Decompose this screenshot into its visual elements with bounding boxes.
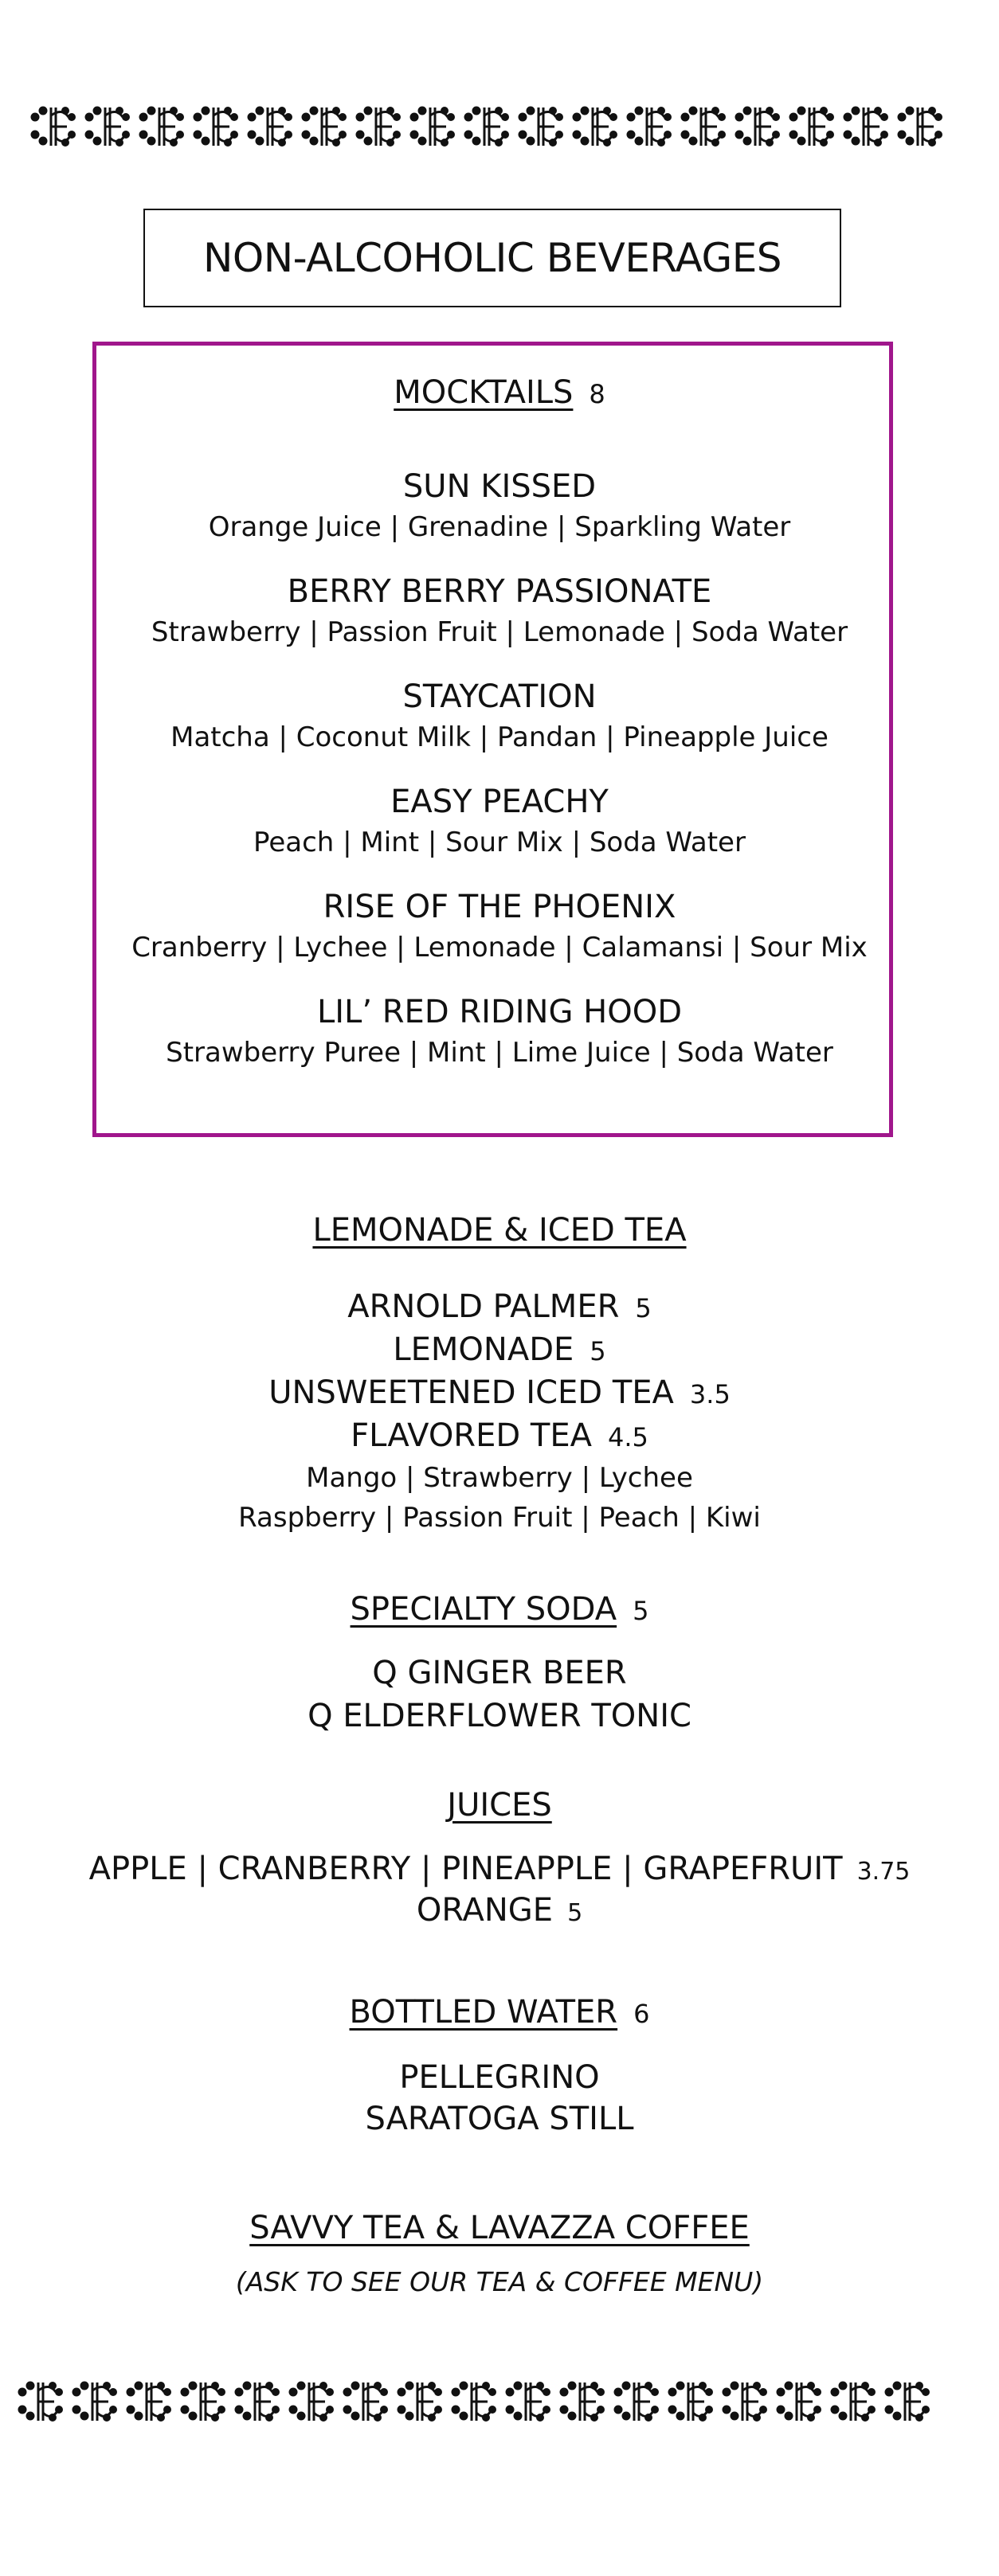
soda-heading: SPECIALTY SODA <box>350 1591 617 1628</box>
lemonade-heading: LEMONADE & ICED TEA <box>312 1212 687 1249</box>
coffee-heading: SAVVY TEA & LAVAZZA COFFEE <box>249 2210 750 2246</box>
mocktail-ingredients: Peach | Mint | Sour Mix | Soda Water <box>253 827 746 858</box>
juices-heading-row <box>0 1787 999 1824</box>
tea-flavors: Raspberry | Passion Fruit | Peach | Kiwi <box>238 1502 761 1534</box>
mocktail-name: EASY PEACHY <box>390 784 609 820</box>
mocktail-ingredients: Orange Juice | Grenadine | Sparkling Water <box>208 511 791 543</box>
mocktail-name: LIL’ RED RIDING HOOD <box>316 994 683 1030</box>
mocktail-ingredients: Strawberry | Passion Fruit | Lemonade | Soda Water <box>151 616 848 648</box>
tea-flavors: Mango | Strawberry | Lychee <box>306 1462 693 1494</box>
mocktails-heading: MOCKTAILS <box>394 374 574 411</box>
coffee-note: (ASK TO SEE OUR TEA & COFFEE MENU) <box>235 2266 764 2297</box>
mocktail-ingredients: Strawberry Puree | Mint | Lime Juice | Soda Water <box>166 1037 833 1069</box>
tea-item: UNSWEETENED ICED TEA 3.5 <box>268 1374 731 1411</box>
ornamental-border-icon <box>0 92 999 163</box>
mocktail-ingredients: Cranberry | Lychee | Lemonade | Calamansi | Sour Mix <box>131 932 868 964</box>
mocktails-heading-row <box>0 374 999 411</box>
page-title: NON-ALCOHOLIC BEVERAGES <box>143 209 841 307</box>
water-price: 6 <box>633 1999 650 2029</box>
soda-item: Q GINGER BEER <box>372 1655 627 1691</box>
mocktails-price: 8 <box>589 379 605 409</box>
mocktail-name: BERRY BERRY PASSIONATE <box>287 573 712 610</box>
ornamental-border-icon <box>0 2367 999 2438</box>
mocktail-ingredients: Matcha | Coconut Milk | Pandan | Pineapple Juice <box>170 721 829 753</box>
soda-heading-row <box>0 1591 999 1628</box>
water-item: SARATOGA STILL <box>365 2101 634 2137</box>
juice-item: APPLE | CRANBERRY | PINEAPPLE | GRAPEFRUIT 3.75 <box>88 1851 911 1887</box>
soda-price: 5 <box>633 1596 649 1626</box>
juice-item: ORANGE 5 <box>416 1892 583 1929</box>
lemonade-heading-row <box>0 1212 999 1249</box>
mocktail-name: RISE OF THE PHOENIX <box>323 889 676 925</box>
soda-item: Q ELDERFLOWER TONIC <box>308 1698 691 1734</box>
mocktail-name: SUN KISSED <box>402 468 597 505</box>
tea-item: LEMONADE 5 <box>393 1331 606 1368</box>
tea-item: FLAVORED TEA 4.5 <box>351 1417 648 1454</box>
coffee-heading-row <box>0 2210 999 2246</box>
mocktail-name: STAYCATION <box>402 678 597 715</box>
water-heading-row <box>0 1994 999 2031</box>
tea-item: ARNOLD PALMER 5 <box>347 1288 652 1325</box>
juices-heading: JUICES <box>447 1787 552 1824</box>
water-heading: BOTTLED WATER <box>349 1994 618 2031</box>
water-item: PELLEGRINO <box>399 2059 600 2096</box>
